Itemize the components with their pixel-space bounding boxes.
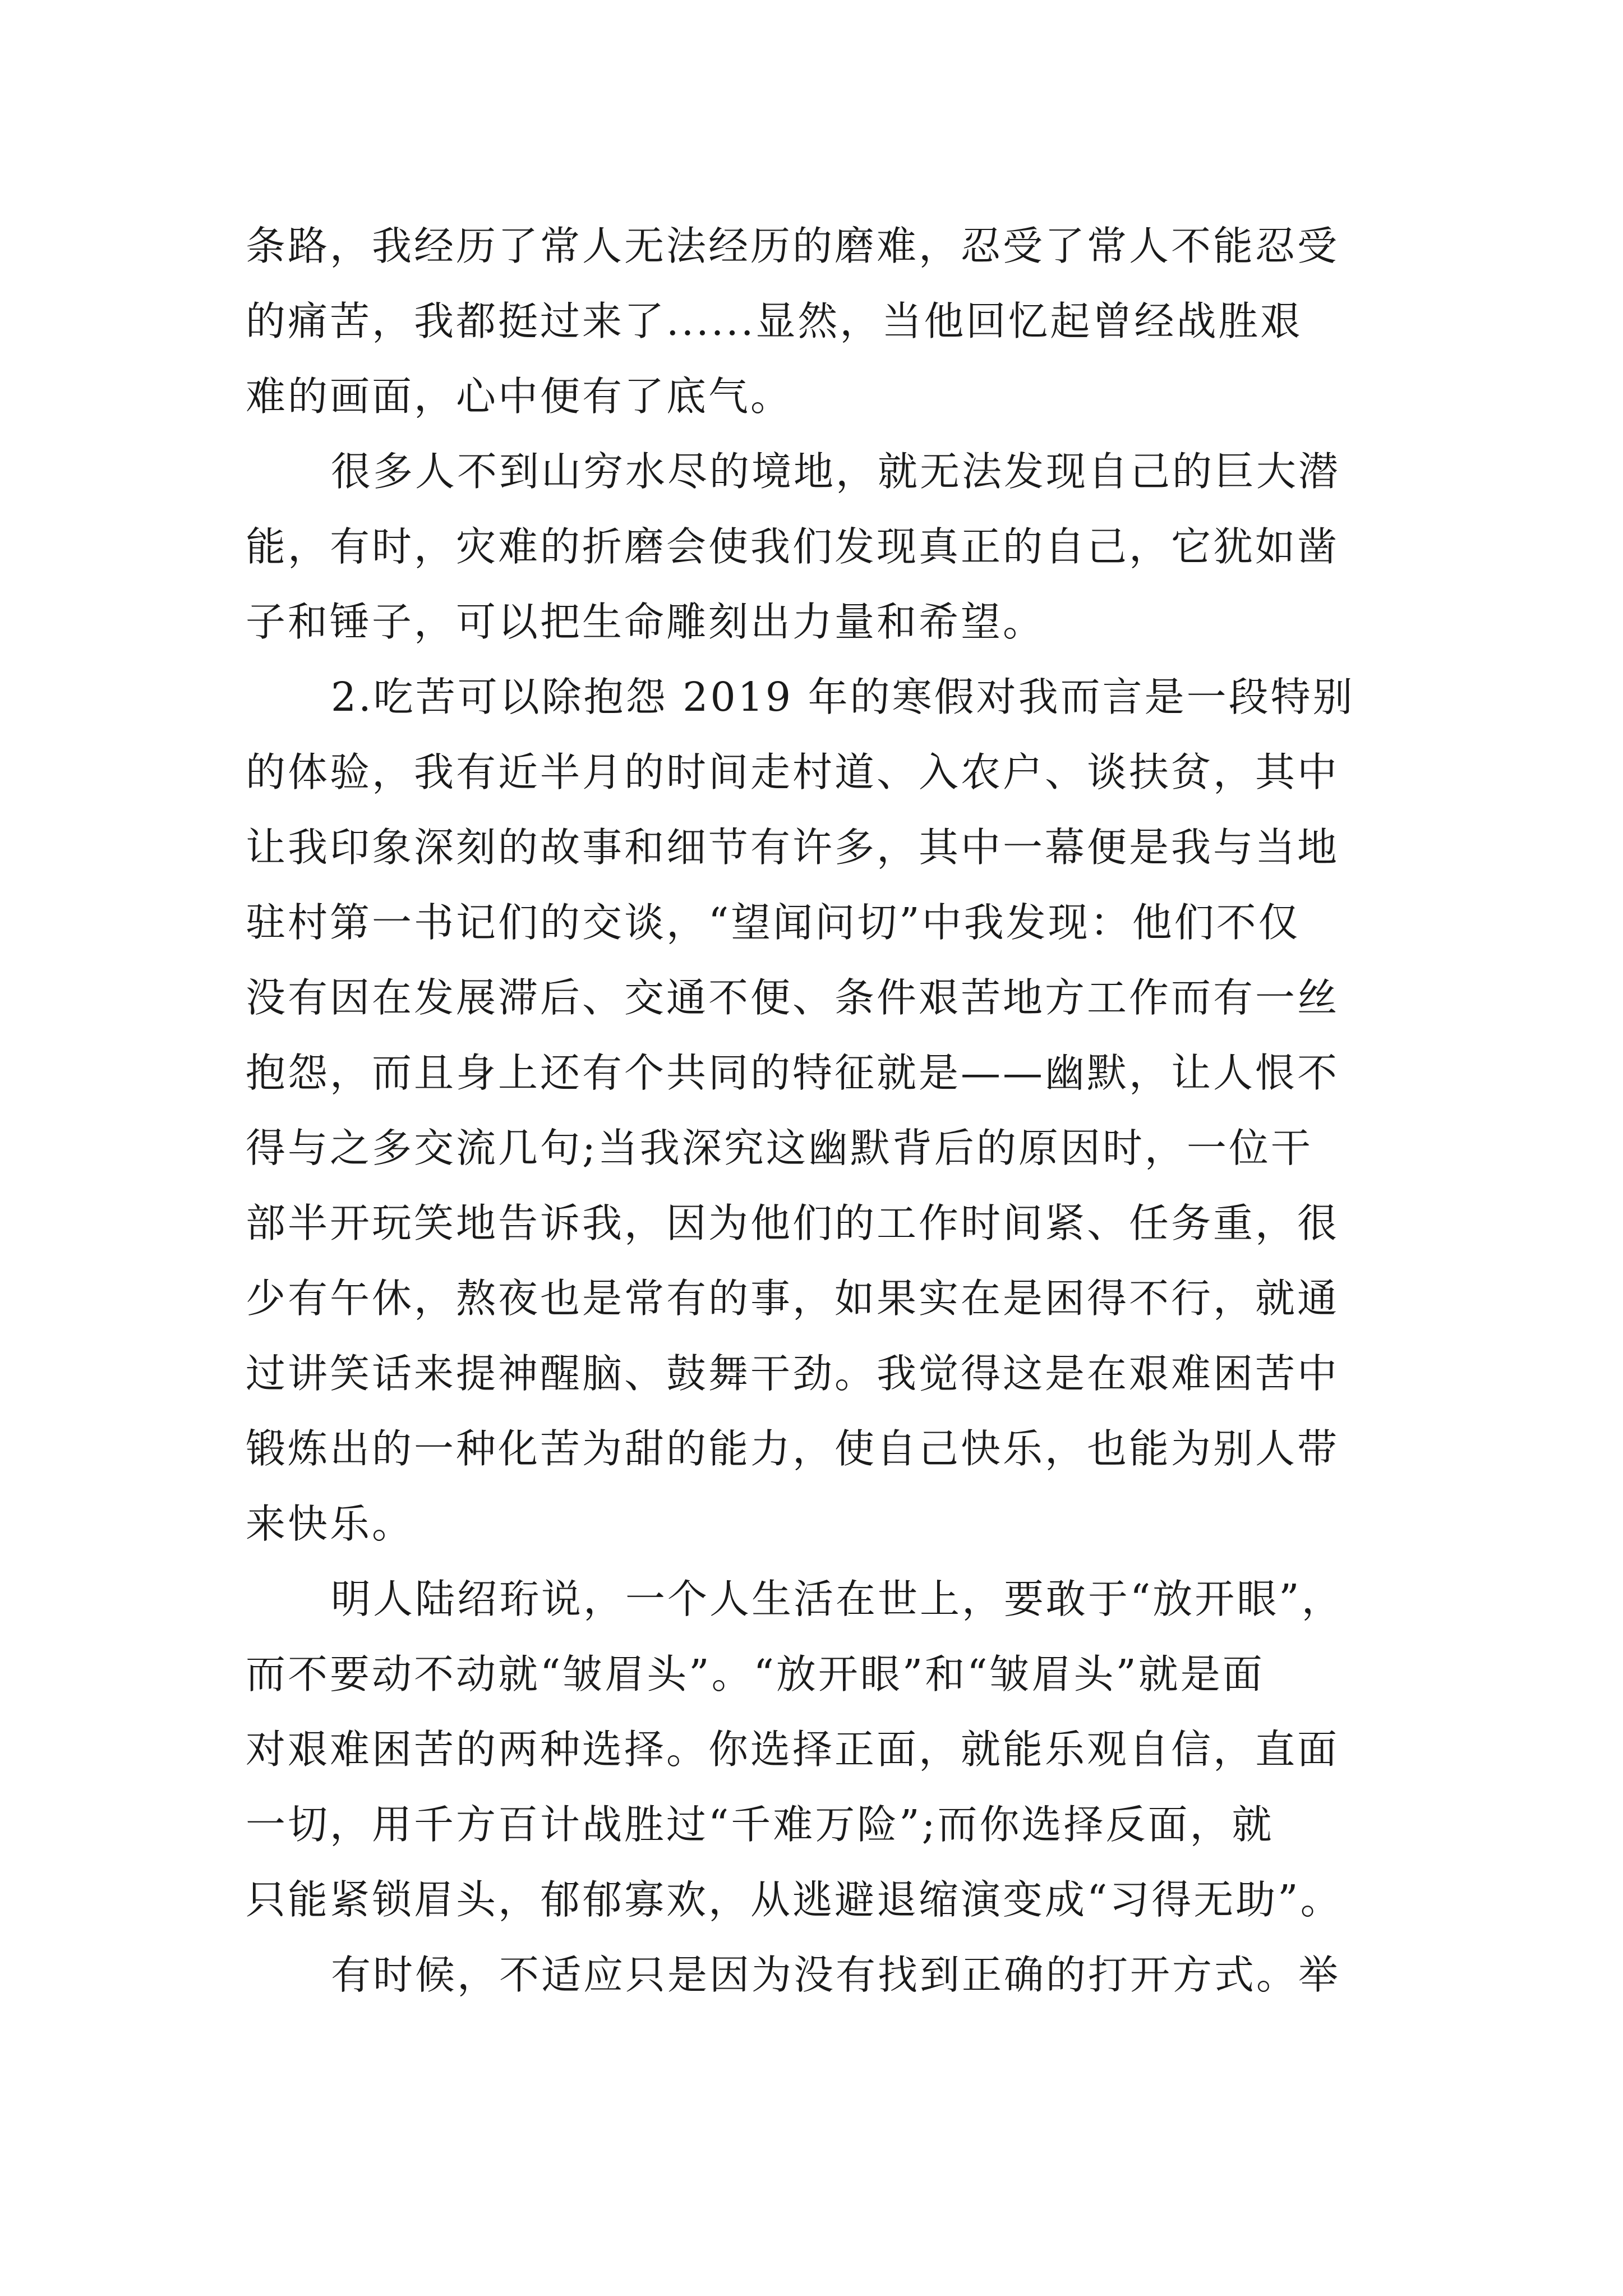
text-line: 而不要动不动就“皱眉头”。“放开眼”和“皱眉头”就是面	[246, 1651, 1265, 1697]
text-line: 子和锤子，可以把生命雕刻出力量和希望。	[246, 599, 1045, 645]
text-line: 2.吃苦可以除抱怨 2019 年的寒假对我而言是一段特别	[331, 674, 1355, 720]
text-line: 只能紧锁眉头，郁郁寡欢，从逃避退缩演变成“习得无助”。	[246, 1876, 1343, 1923]
text-line: 的体验，我有近半月的时间走村道、入农户、谈扶贫，其中	[246, 749, 1340, 795]
text-line: 很多人不到山穷水尽的境地，就无法发现自己的巨大潜	[331, 448, 1341, 495]
text-line: 过讲笑话来提神醒脑、鼓舞干劲。我觉得这是在艰难困苦中	[246, 1350, 1340, 1397]
text-line: 得与之多交流几句;当我深究这幽默背后的原因时，一位干	[246, 1125, 1313, 1171]
text-line: 部半开玩笑地告诉我，因为他们的工作时间紧、任务重，很	[246, 1200, 1340, 1246]
text-line: 一切，用千方百计战胜过“千难万险”;而你选择反面，就	[246, 1801, 1274, 1848]
text-line: 的痛苦，我都挺过来了......显然，当他回忆起曾经战胜艰	[246, 298, 1303, 344]
text-line: 驻村第一书记们的交谈，“望闻问切”中我发现：他们不仅	[246, 899, 1301, 946]
text-line: 来快乐。	[246, 1501, 414, 1547]
text-line: 条路，我经历了常人无法经历的磨难，忍受了常人不能忍受	[246, 223, 1340, 269]
text-line: 难的画面，心中便有了底气。	[246, 373, 793, 420]
text-line: 没有因在发展滞后、交通不便、条件艰苦地方工作而有一丝	[246, 974, 1340, 1021]
text-line: 能，有时，灾难的折磨会使我们发现真正的自己，它犹如凿	[246, 523, 1340, 570]
text-line: 锻炼出的一种化苦为甜的能力，使自己快乐，也能为别人带	[246, 1425, 1340, 1472]
text-line: 有时候，不适应只是因为没有找到正确的打开方式。举	[331, 1952, 1341, 1998]
text-line: 对艰难困苦的两种选择。你选择正面，就能乐观自信，直面	[246, 1726, 1340, 1773]
text-line: 让我印象深刻的故事和细节有许多，其中一幕便是我与当地	[246, 824, 1340, 871]
text-line: 抱怨，而且身上还有个共同的特征就是——幽默，让人恨不	[246, 1050, 1340, 1096]
text-line: 明人陆绍珩说，一个人生活在世上，要敢于“放开眼”，	[331, 1576, 1344, 1622]
text-line: 少有午休，熬夜也是常有的事，如果实在是困得不行，就通	[246, 1275, 1340, 1322]
